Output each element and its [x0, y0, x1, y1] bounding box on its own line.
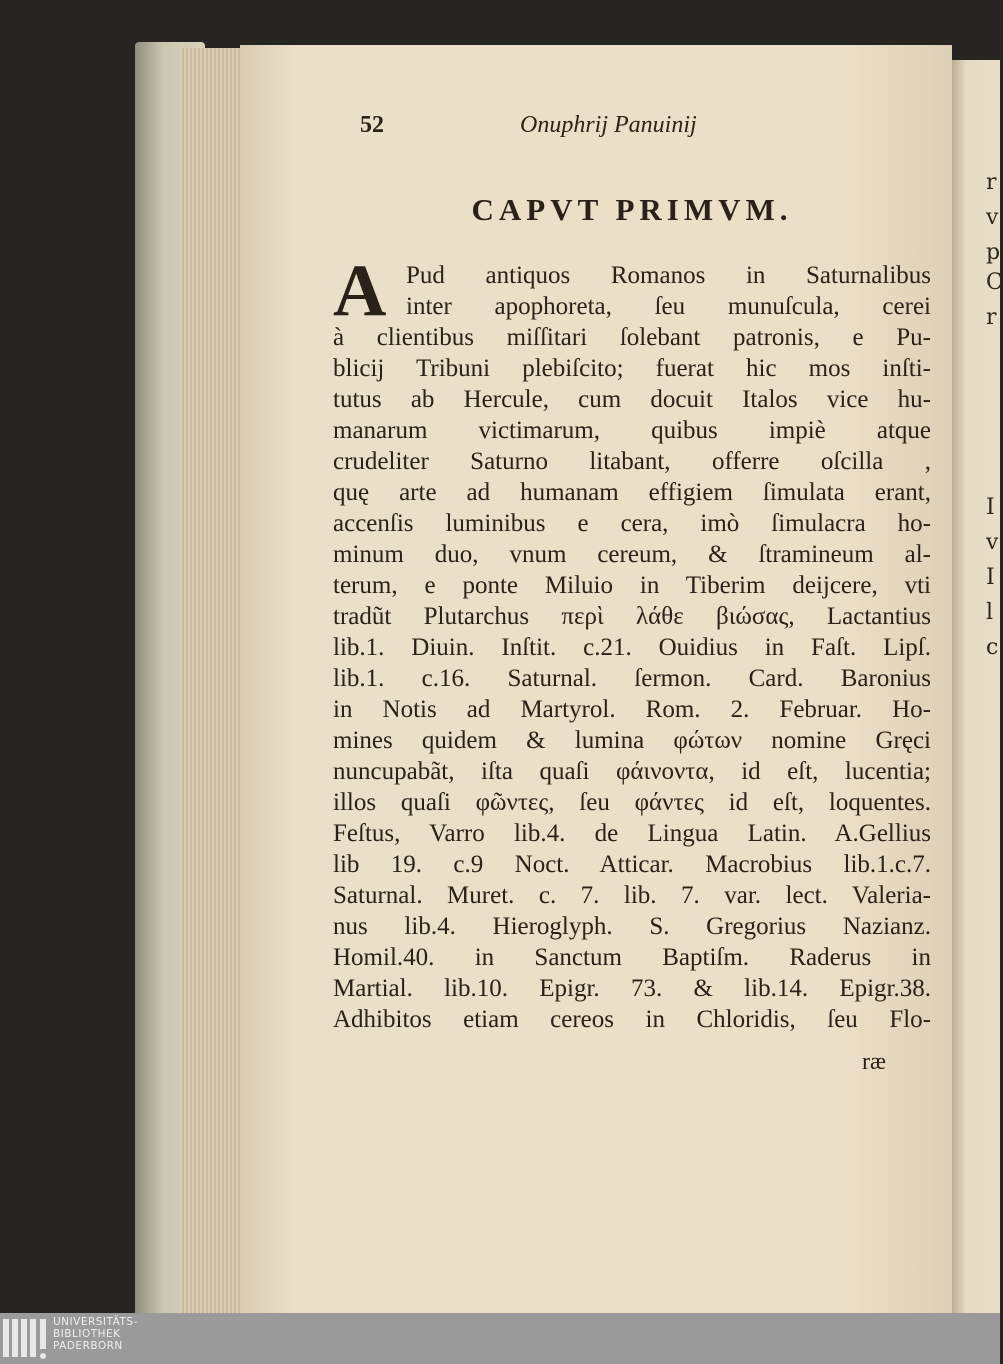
- logo-line: PADERBORN: [53, 1340, 123, 1352]
- logo-line: BIBLIOTHEK: [53, 1328, 121, 1340]
- text-line: tradũt Plutarchus περὶ λάθε βιώσας, Lactantius: [333, 603, 931, 630]
- facing-page-fragment: r: [986, 305, 997, 330]
- text-line: à clientibus miſſitari ſolebant patronis, e Pu-: [333, 324, 931, 351]
- text-line: lib.1. Diuin. Inſtit. c.21. Ouidius in Faſt. Lipſ.: [333, 634, 931, 661]
- chapter-title: CAPVT PRIMVM.: [471, 192, 793, 227]
- page-edges: [180, 48, 242, 1318]
- text-line: Pud antiquos Romanos in Saturnalibus: [406, 262, 931, 289]
- text-line: nuncupabãt, iſta quaſi φάινοντα, id eſt, lucentia;: [333, 758, 931, 785]
- text-line: Feſtus, Varro lib.4. de Lingua Latin. A.Gellius: [333, 820, 931, 847]
- facing-page-fragment: I: [986, 495, 995, 520]
- text-line: Adhibitos etiam cereos in Chloridis, ſeu Flo-: [333, 1006, 931, 1033]
- text-line: Homil.40. in Sanctum Baptiſm. Raderus in: [333, 944, 931, 971]
- running-title: Onuphrij Panuinij: [520, 112, 697, 138]
- text-line: accenſis luminibus e cera, imò ſimulacra ho-: [333, 510, 931, 537]
- facing-page-fragment: v: [986, 205, 999, 230]
- logo-line: UNIVERSITÄTS-: [53, 1316, 138, 1328]
- text-line: in Notis ad Martyrol. Rom. 2. Februar. Ho-: [333, 696, 931, 723]
- facing-page-fragment: r: [986, 170, 997, 195]
- facing-page-fragment: C: [986, 270, 1003, 295]
- facing-page-fragment: I: [986, 565, 995, 590]
- text-line: minum duo, vnum cereum, & ſtramineum al-: [333, 541, 931, 568]
- facing-page-fragment: c: [986, 635, 999, 660]
- catchword: ræ: [862, 1049, 886, 1075]
- text-lines: [333, 250, 931, 1035]
- page-number: 52: [360, 112, 384, 138]
- text-line: terum, e ponte Miluio in Tiberim deijcere, vti: [333, 572, 931, 599]
- facing-page-fragment: p: [986, 240, 1001, 265]
- text-line: Martial. lib.10. Epigr. 73. & lib.14. Epigr.38.: [333, 975, 931, 1002]
- text-line: inter apophoreta, ſeu munuſcula, cerei: [406, 293, 931, 320]
- text-line: manarum victimarum, quibus impiè atque: [333, 417, 931, 444]
- library-footer: [0, 1313, 1000, 1364]
- text-line: mines quidem & lumina φώτων nomine Gręci: [333, 727, 931, 754]
- text-line: Saturnal. Muret. c. 7. lib. 7. var. lect. Valeria-: [333, 882, 931, 909]
- text-line: nus lib.4. Hieroglyph. S. Gregorius Nazianz.: [333, 913, 931, 940]
- text-line: quę arte ad humanam effigiem ſimulata erant,: [333, 479, 931, 506]
- text-line: lib 19. c.9 Noct. Atticar. Macrobius lib.1.c.7.: [333, 851, 931, 878]
- facing-page-fragment: l: [986, 600, 994, 625]
- drop-cap: A: [333, 250, 387, 332]
- text-line: lib.1. c.16. Saturnal. ſermon. Card. Baronius: [333, 665, 931, 692]
- library-logo-text: [53, 1316, 138, 1352]
- facing-page-fragment: v: [986, 530, 999, 555]
- text-line: tutus ab Hercule, cum docuit Italos vice hu-: [333, 386, 931, 413]
- text-line: crudeliter Saturno litabant, offerre oſcilla ,: [333, 448, 931, 475]
- body-text: [333, 250, 931, 1035]
- running-head: [360, 112, 920, 148]
- text-line: blicij Tribuni plebiſcito; fuerat hic mos inſti-: [333, 355, 931, 382]
- text-line: illos quaſi φῶντες, ſeu φάντες id eſt, loquentes.: [333, 789, 931, 816]
